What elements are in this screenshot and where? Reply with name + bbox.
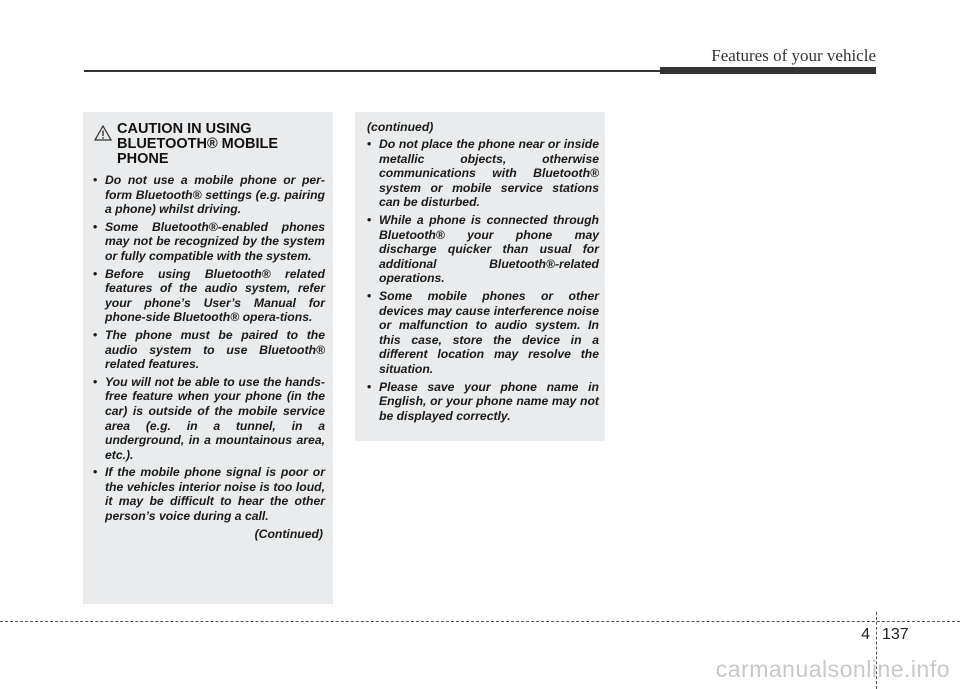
list-item: • The phone must be paired to the audio system to use Bluetooth® related features. bbox=[91, 328, 325, 372]
caution-box bbox=[83, 112, 333, 604]
caution-title: CAUTION IN USING BLUETOOTH® MOBILE PHONE bbox=[117, 121, 279, 167]
list-item: • Some mobile phones or other devices may cause interference noise or malfunction to audio system. In this case, store the device in a different location may resolve the situation. bbox=[365, 289, 599, 377]
page-header-title: Features of your vehicle bbox=[711, 46, 876, 65]
list-item: • You will not be able to use the hands-free feature when your phone (in the car) is outside of the mobile service area (e.g. in a tunnel, in a underground, in a mountainous area, etc.). bbox=[91, 375, 325, 463]
continued-note: (Continued) bbox=[254, 526, 323, 541]
header-rule-thick bbox=[660, 67, 876, 74]
list-item: • While a phone is connected through Bluetooth® your phone may discharge quicker than usual for additional Bluetooth®-related operations. bbox=[365, 213, 599, 286]
list-item: • Do not use a mobile phone or per-form Bluetooth® settings (e.g. pairing a phone) whilst driving. bbox=[91, 173, 325, 217]
header-rule bbox=[84, 70, 660, 72]
continued-label: (continued) bbox=[367, 120, 434, 134]
caution-box-continued bbox=[355, 112, 605, 441]
list-item: • Please save your phone name in English, or your phone name may not be displayed correctly. bbox=[365, 380, 599, 424]
list-item: • Do not place the phone near or inside metallic objects, otherwise communications with Bluetooth® system or mobile service stations can be disturbed. bbox=[365, 137, 599, 210]
caution-list bbox=[91, 173, 325, 524]
section-number: 4 bbox=[861, 626, 870, 643]
warning-triangle-icon bbox=[94, 125, 112, 141]
watermark: carmanualsonline.info bbox=[715, 656, 950, 682]
caution-list-continued bbox=[365, 137, 599, 423]
caution-heading bbox=[91, 122, 325, 167]
page-number: 137 bbox=[882, 626, 909, 643]
footer-dashed-rule bbox=[0, 621, 960, 622]
list-item: • If the mobile phone signal is poor or the vehicles interior noise is too loud, it may be difficult to hear the other person’s voice during a call. bbox=[91, 465, 325, 523]
list-item: • Before using Bluetooth® related features of the audio system, refer your phone’s User’s Manual for phone-side Bluetooth® opera-tions. bbox=[91, 267, 325, 325]
list-item: • Some Bluetooth®-enabled phones may not be recognized by the system or fully compatible with the system. bbox=[91, 220, 325, 264]
